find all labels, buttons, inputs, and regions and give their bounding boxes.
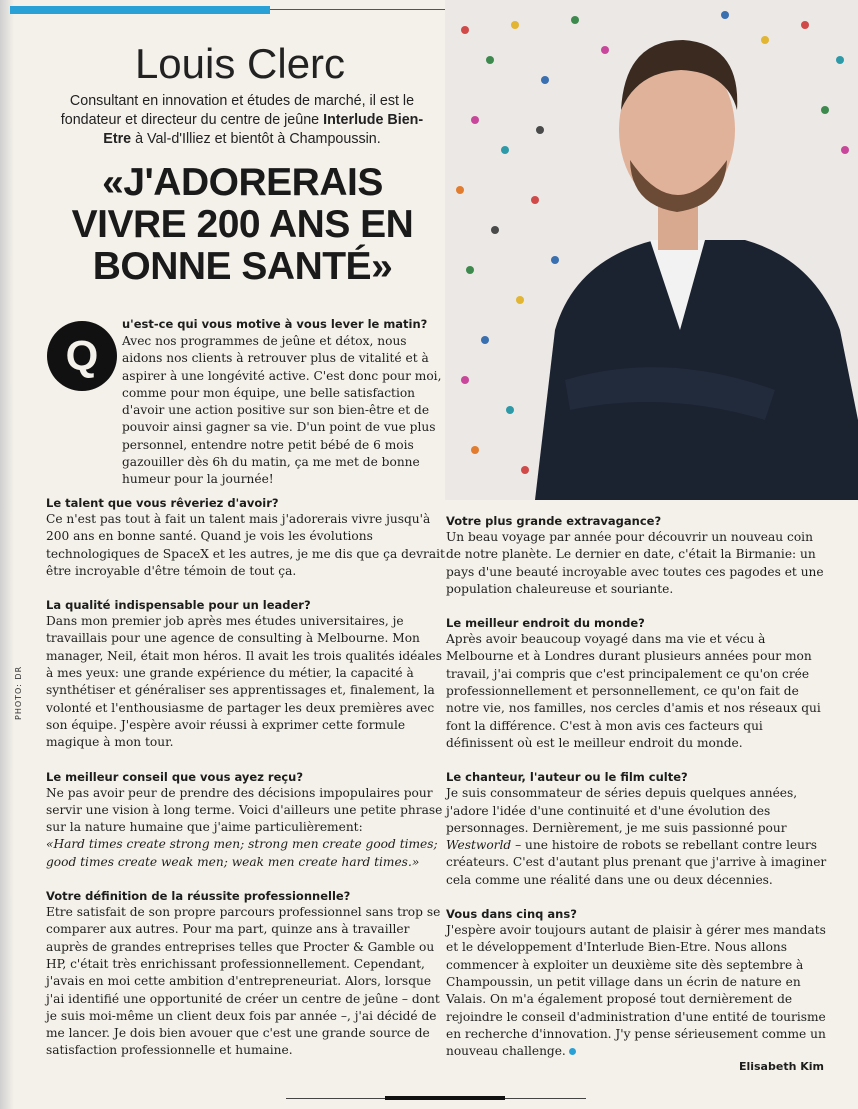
answer-best-place: Après avoir beaucoup voyagé dans ma vie et vécu à Melbourne et à Londres durant plusieurs années pour mon travail, j'ai compris que c'est principalement ce qu'on crée professionnellement et personnellement, ce qu'on fait de notre vie, nos familles, nos cercles d'amis et nos réseaux qui font la différence. C'est à mon avis ces facteurs qui définissent où est le meilleur endroit du monde. — [446, 632, 821, 750]
end-mark-icon — [569, 1048, 576, 1055]
answer-advice: Ne pas avoir peur de prendre des décisions impopulaires pour servir une vision à long terme. Voici d'ailleurs une petite phrase sur la nature humaine que j'aime particulièrement: — [46, 785, 443, 835]
answer-talent: Ce n'est pas tout à fait un talent mais j'adorerais vivre jusqu'à 200 ans en bonne santé. Quand je vois les évolutions technologiques de SpaceX et les autres, je me dis que ça devrait être incroyable d'être témoin de tout ça. — [46, 512, 445, 578]
section-rule — [270, 9, 445, 10]
intro-text-start: Consultant en innovation et études de marché, il est le fondateur et directeur du centre de jeûne — [60, 93, 415, 128]
answer-motivation — [46, 333, 444, 489]
profile-name: Louis Clerc — [134, 40, 346, 87]
qa-advice — [46, 769, 446, 871]
question-advice: Le meilleur conseil que vous ayez reçu? — [46, 769, 304, 784]
question-motivation: u'est-ce qui vous motive à vous lever le matin? — [122, 317, 428, 331]
headline-quote: «J'ADORERAIS VIVRE 200 ANS EN BONNE SANTÉ» — [71, 161, 414, 288]
answer-motivation-body: Avec nos programmes de jeûne et détox, nous aidons nos clients à retrouver plus de vitalité et à aspirer à une longévité active. C'est donc pour moi, comme pour mon équipe, une belle satisfaction d'avoir une action positive sur son bien-être et de pouvoir ainsi gagner sa vie. D'un point de vue plus personnel, entendre notre petit bébé de 6 mois gazouiller dès 6h du matin, ça me met de bonne humeur pour la journée! — [122, 334, 442, 487]
section-accent-bar — [10, 6, 270, 14]
qa-leader — [46, 597, 446, 751]
qa-success — [46, 888, 446, 1060]
answer-extravagance: Un beau voyage par année pour découvrir un nouveau coin de notre planète. Le dernier en date, c'était la Birmanie: un pays d'une beauté incroyable avec toutes ces pagodes et une population chaleureuse et souriante. — [446, 530, 824, 596]
profile-intro — [48, 92, 436, 149]
question-five-years: Vous dans cinq ans? — [446, 907, 577, 922]
intro-company: Interlude Bien-Etre — [103, 112, 424, 147]
qa-cult — [446, 769, 830, 889]
portrait-photo — [445, 0, 858, 500]
right-column — [446, 513, 830, 1077]
photo-credit: PHOTO: DR — [14, 665, 23, 720]
qa-five-years — [446, 906, 830, 1060]
author-signature: Elisabeth Kim — [738, 1060, 824, 1073]
answer-five-years-text: J'espère avoir toujours autant de plaisir à gérer mes mandats et le développement d'Interlude Bien-Etre. Nous allons commencer à exploiter un deuxième site dès septembre à Champoussin, un petit village dans un écrin de nature en Valais. On m'a également proposé tout dernièrement de rejoindre le conseil d'administration d'une entité de tourisme en recherche d'innovation. J'y pense sérieusement comme un nouveau challenge. — [446, 923, 826, 1059]
intro-text-end: à Val-d'Illiez et bientôt à Champoussin. — [131, 131, 381, 147]
answer-cult-start: Je suis consommateur de séries depuis quelques années, j'adore l'idée d'une continuité et d'une évolution des personnages. Dernièrement, je me suis passionné pour — [446, 786, 798, 835]
page-gutter-shadow — [0, 0, 14, 1109]
question-leader: La qualité indispensable pour un leader? — [46, 598, 311, 613]
answer-five-years — [446, 922, 830, 1060]
portrait-illustration — [445, 0, 858, 500]
qa-best-place — [446, 615, 830, 752]
question-extravagance: Votre plus grande extravagance? — [446, 514, 662, 528]
dropcap-letter: Q — [65, 332, 99, 379]
qa-talent — [46, 495, 446, 580]
series-title: Westworld — [446, 838, 512, 853]
answer-advice-quote: «Hard times create strong men; strong men create good times; good times create weak men; weak men create hard times.» — [46, 837, 438, 869]
question-talent: Le talent que vous rêveriez d'avoir? — [46, 496, 279, 510]
question-success: Votre définition de la réussite professionnelle? — [46, 889, 351, 904]
question-cult: Le chanteur, l'auteur ou le film culte? — [446, 770, 688, 785]
question-best-place: Le meilleur endroit du monde? — [446, 616, 645, 631]
answer-cult — [446, 785, 830, 889]
footer-bar — [385, 1096, 505, 1100]
left-column — [46, 495, 446, 1077]
qa-extravagance — [446, 513, 830, 598]
answer-success: Etre satisfait de son propre parcours professionnel sans trop se comparer aux autres. Pour ma part, quinze ans à travailler auprès de grandes entreprises telles que Procter & Gamble ou HP, c'était très enrichissant professionnellement. Cependant, j'avais en moi cette ambition d'entrepreneuriat. Alors, lorsque j'ai identifié une opportunité de créer un centre de jeûne – dont je suis moi-même un client deux fois par année –, j'ai décidé de me lancer. Je dois bien avouer que c'est une grande source de satisfaction professionnelle et humaine. — [46, 905, 441, 1058]
answer-leader: Dans mon premier job après mes études universitaires, je travaillais pour une agence de consulting à Melbourne. Mon manager, Neil, était mon héros. Il avait les trois qualités idéales à mes yeux: une grande expérience du métier, la capacité à synthétiser et généraliser ses apprentissages et, finalement, la volonté et l'enthousiasme de partager les deux premières avec son équipe. J'espère avoir réussi à exprimer cette formule magique à mon tour. — [46, 614, 442, 750]
answer-cult-end: – une histoire de robots se rebellant contre leurs créateurs. C'est d'autant plus prenant que j'arrive à imaginer cela comme une réalité dans une ou deux décennies. — [446, 838, 827, 887]
